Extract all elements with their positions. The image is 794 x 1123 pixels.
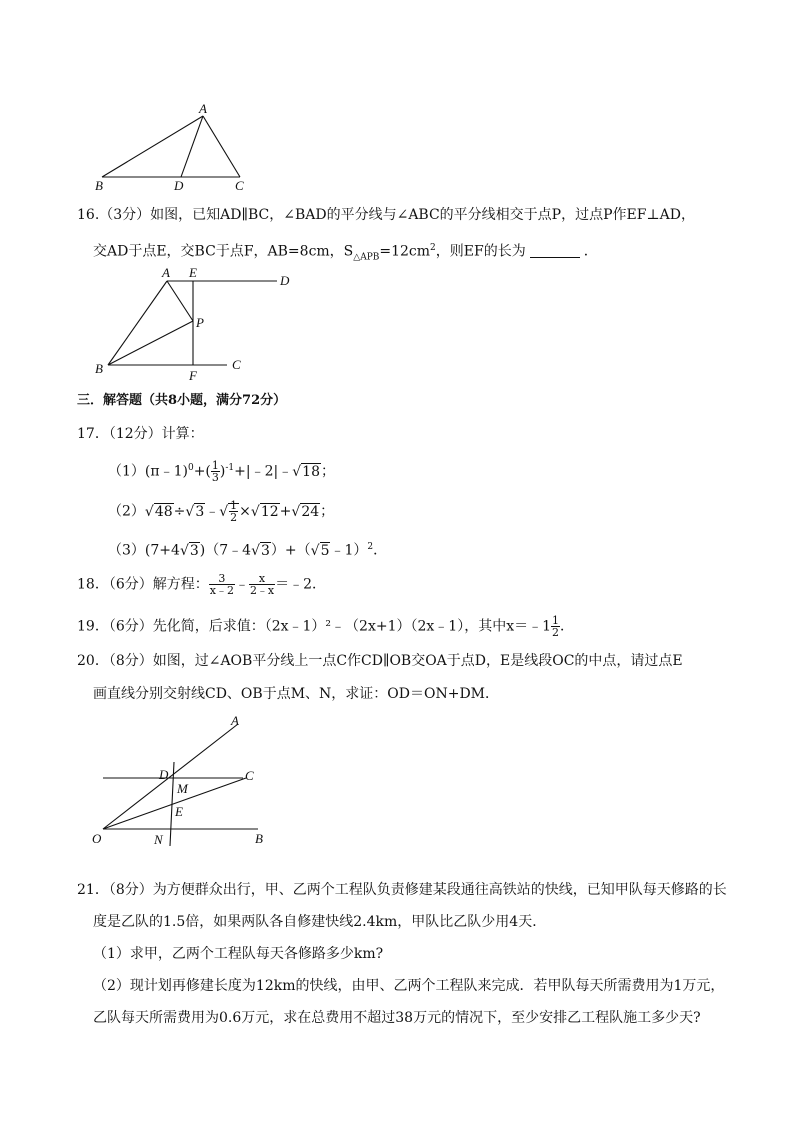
label-d: D <box>280 273 290 288</box>
label-a: A <box>231 713 239 728</box>
label-d: D <box>174 178 184 193</box>
q19: 19．（6分）先化简，后求值：（2x﹣1）²﹣（2x+1）（2x﹣1），其中x＝﹣1 $\frac{1}{2}$ ． <box>77 614 575 639</box>
label-n: N <box>154 832 163 847</box>
q21-line4: （2）现计划再修建长度为12km的快线，由甲、乙两个工程队来完成．若甲队每天所需费用为1万元， <box>93 978 725 994</box>
q16-line2 <box>93 238 598 267</box>
label-c: C <box>235 178 244 193</box>
q17-head: 17．（12分）计算： <box>77 426 204 442</box>
figure-parallel-ad-bc <box>90 265 300 383</box>
q17-part1: （1）(π﹣1)$^0$+( $\frac{1}{3}$ )$^{-1}$+|﹣2|﹣√ 18； <box>108 458 335 483</box>
q17-part2: （2）√ 48÷√ 3﹣√ $\frac{1}{2}$ ×√ 12+√ 24； <box>108 500 334 523</box>
fraction-1-3: $\frac{1}{3}$ <box>211 459 219 485</box>
answer-blank[interactable] <box>530 243 580 258</box>
q20-line2: 画直线分别交射线CD、OB于点M、N，求证：OD＝ON+DM． <box>93 686 500 702</box>
label-b: B <box>95 361 103 376</box>
q21-line2: 度是乙队的1.5倍，如果两队各自修建快线2.4km，甲队比乙队少用4天． <box>93 914 547 930</box>
q16-text-b: =12cm <box>379 243 431 260</box>
q17-p1-label: （1） <box>108 463 145 480</box>
q17-part3: （3）(7+4√ 3)（7﹣4√ 3）+（√ 5﹣1）$^2$． <box>108 537 387 561</box>
q18: 18．（6分）解方程： $\frac{3}{x﹣2}$ ﹣ $\frac{x}{2﹣x}$ ＝﹣2． <box>77 572 327 597</box>
q17-p3-label: （3） <box>108 542 145 559</box>
q17-p2-label: （2） <box>108 503 145 520</box>
label-p: P <box>196 315 204 330</box>
label-a: A <box>162 265 170 280</box>
q16-sup: 2 <box>430 243 436 253</box>
q16-line1: 16.（3分）如图，已知AD∥BC，∠BAD的平分线与∠ABC的平分线相交于点P，过点P作EF⊥AD， <box>77 207 695 223</box>
section-heading: 三．解答题（共8小题，满分72分） <box>77 393 287 408</box>
label-o: O <box>92 831 102 846</box>
label-f: F <box>189 368 197 383</box>
label-b: B <box>95 178 103 193</box>
figure-angle-aob <box>88 712 278 852</box>
q18-head: 18．（6分）解方程： <box>77 576 209 593</box>
q19-head: 19．（6分）先化简，后求值：（2x﹣1）²﹣（2x+1）（2x﹣1），其中x＝ <box>77 618 529 635</box>
q21-line1: 21．（8分）为方便群众出行，甲、乙两个工程队负责修建某段通往高铁站的快线，已知甲队每天修路的长 <box>77 882 727 898</box>
q21-line5: 乙队每天所需费用为0.6万元，求在总费用不超过38万元的情况下，至少安排乙工程队施工多少天? <box>93 1010 701 1026</box>
label-c: C <box>245 768 254 783</box>
label-b: B <box>255 831 263 846</box>
q16-end: ． <box>583 243 598 260</box>
q16-sub: △APB <box>353 252 380 263</box>
q16-text-c: ，则EF的长为 <box>435 243 526 260</box>
q16-text-a: 交AD于点E，交BC于点F，AB=8cm，S <box>93 243 354 260</box>
label-a: A <box>199 101 207 116</box>
q20-line1: 20．（8分）如图，过∠AOB平分线上一点C作CD∥OB交OA于点D，E是线段OC的中点，请过点E <box>77 653 683 669</box>
label-e: E <box>189 265 197 280</box>
label-e: E <box>175 804 183 819</box>
figure-triangle-abc <box>90 100 260 195</box>
label-m: M <box>177 781 188 796</box>
label-c: C <box>232 357 241 372</box>
q21-line3: （1）求甲，乙两个工程队每天各修路多少km? <box>93 946 384 962</box>
label-d: D <box>159 767 169 782</box>
